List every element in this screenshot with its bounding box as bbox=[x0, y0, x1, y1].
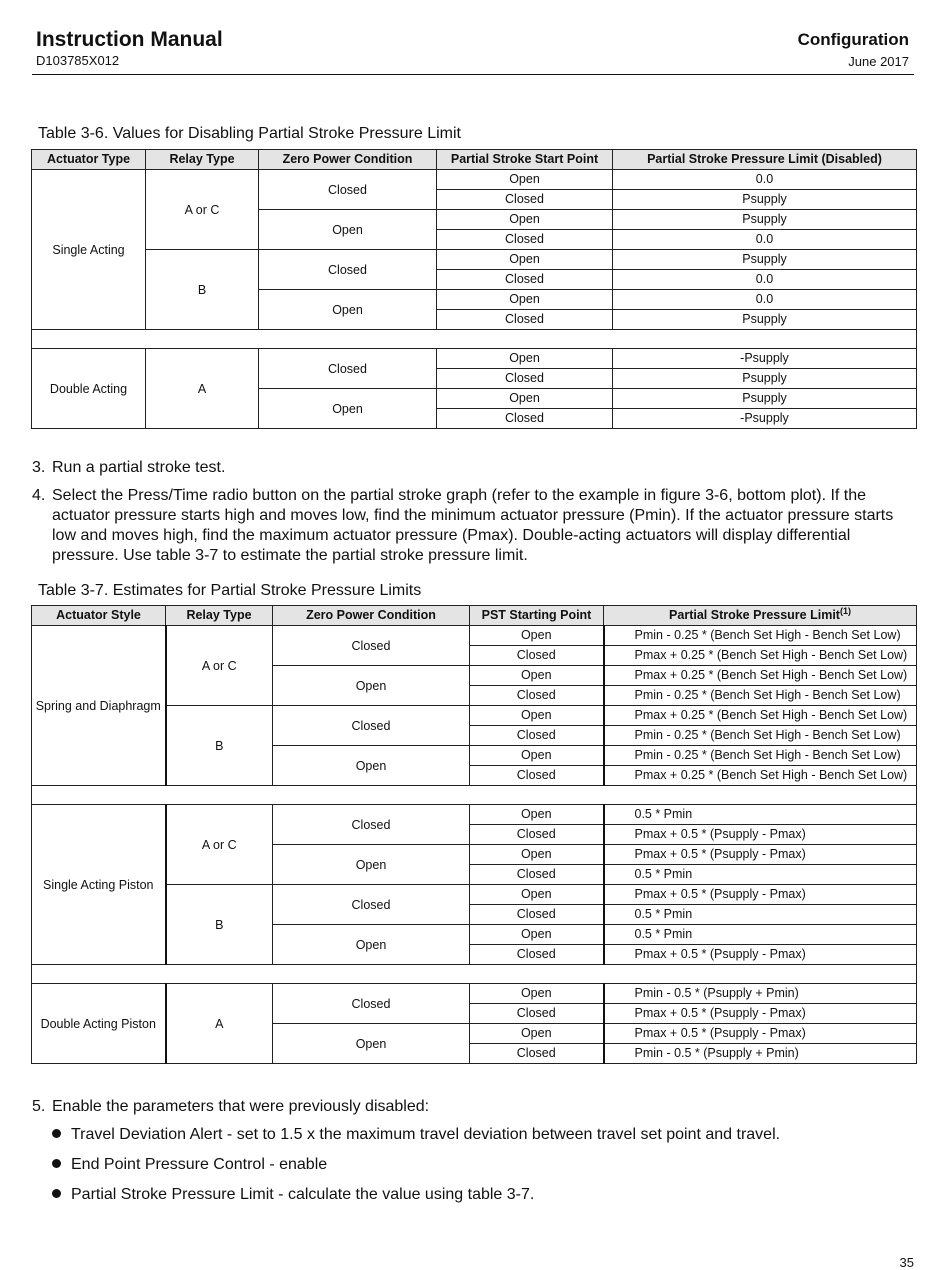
table-row bbox=[32, 805, 917, 825]
pressure-limit-cell: Psupply bbox=[613, 369, 917, 389]
pressure-limit-cell: Psupply bbox=[613, 310, 917, 330]
column-header: Partial Stroke Pressure Limit (Disabled) bbox=[613, 150, 917, 170]
relay-type-cell: A or C bbox=[146, 170, 259, 250]
relay-type-cell: A bbox=[166, 984, 273, 1064]
step-3 bbox=[32, 458, 912, 478]
spacer-cell bbox=[32, 786, 917, 805]
column-header-text: Partial Stroke Pressure Limit bbox=[669, 608, 840, 622]
start-point-cell: Open bbox=[437, 210, 613, 230]
pressure-limit-cell: 0.0 bbox=[613, 270, 917, 290]
zero-power-cell: Open bbox=[273, 1024, 470, 1064]
relay-type-cell: A bbox=[146, 349, 259, 429]
start-point-cell: Open bbox=[470, 885, 604, 905]
start-point-cell: Closed bbox=[437, 369, 613, 389]
pressure-limit-cell: Pmin - 0.25 * (Bench Set High - Bench Set Low) bbox=[604, 626, 917, 646]
pressure-limit-cell: 0.5 * Pmin bbox=[604, 805, 917, 825]
table-header-row bbox=[32, 606, 917, 626]
column-header bbox=[604, 606, 917, 626]
pressure-limit-cell: Pmax + 0.5 * (Psupply - Pmax) bbox=[604, 1004, 917, 1024]
start-point-cell: Closed bbox=[470, 1004, 604, 1024]
pressure-limit-cell: 0.5 * Pmin bbox=[604, 925, 917, 945]
bullet-item bbox=[52, 1155, 327, 1175]
start-point-cell: Closed bbox=[470, 825, 604, 845]
start-point-cell: Closed bbox=[470, 945, 604, 965]
start-point-cell: Open bbox=[470, 706, 604, 726]
start-point-cell: Closed bbox=[437, 270, 613, 290]
start-point-cell: Open bbox=[470, 984, 604, 1004]
bullet-text: Partial Stroke Pressure Limit - calculate the value using table 3-7. bbox=[71, 1186, 535, 1203]
start-point-cell: Open bbox=[470, 805, 604, 825]
zero-power-cell: Open bbox=[259, 290, 437, 330]
table-spacer-row bbox=[32, 330, 917, 349]
start-point-cell: Open bbox=[470, 746, 604, 766]
column-header: Zero Power Condition bbox=[273, 606, 470, 626]
actuator-style-cell: Spring and Diaphragm bbox=[32, 626, 166, 786]
start-point-cell: Open bbox=[437, 170, 613, 190]
pressure-limit-cell: Psupply bbox=[613, 250, 917, 270]
table-3-7 bbox=[31, 605, 917, 1064]
start-point-cell: Closed bbox=[437, 409, 613, 429]
pressure-limit-cell: Psupply bbox=[613, 190, 917, 210]
column-header: Actuator Style bbox=[32, 606, 166, 626]
zero-power-cell: Open bbox=[259, 210, 437, 250]
start-point-cell: Closed bbox=[470, 865, 604, 885]
pressure-limit-cell: Psupply bbox=[613, 389, 917, 409]
bullet-text: Travel Deviation Alert - set to 1.5 x the maximum travel deviation between travel set point and travel. bbox=[71, 1126, 781, 1143]
column-header: Relay Type bbox=[166, 606, 273, 626]
start-point-cell: Open bbox=[437, 349, 613, 369]
pressure-limit-cell: Pmin - 0.5 * (Psupply + Pmin) bbox=[604, 984, 917, 1004]
bullet-icon bbox=[52, 1189, 61, 1198]
zero-power-cell: Closed bbox=[259, 349, 437, 389]
zero-power-cell: Closed bbox=[273, 885, 470, 925]
pressure-limit-cell: Pmax + 0.5 * (Psupply - Pmax) bbox=[604, 845, 917, 865]
step-5 bbox=[32, 1097, 912, 1117]
zero-power-cell: Open bbox=[273, 666, 470, 706]
pressure-limit-cell: Pmax + 0.25 * (Bench Set High - Bench Set Low) bbox=[604, 666, 917, 686]
table-row bbox=[32, 250, 917, 270]
zero-power-cell: Closed bbox=[273, 626, 470, 666]
step-4 bbox=[32, 486, 912, 566]
pressure-limit-cell: Pmax + 0.25 * (Bench Set High - Bench Set Low) bbox=[604, 766, 917, 786]
pressure-limit-cell: -Psupply bbox=[613, 349, 917, 369]
relay-type-cell: A or C bbox=[166, 626, 273, 706]
start-point-cell: Open bbox=[437, 389, 613, 409]
actuator-style-cell: Single Acting Piston bbox=[32, 805, 166, 965]
pressure-limit-cell: Pmin - 0.25 * (Bench Set High - Bench Set Low) bbox=[604, 726, 917, 746]
start-point-cell: Closed bbox=[470, 726, 604, 746]
start-point-cell: Open bbox=[470, 626, 604, 646]
start-point-cell: Closed bbox=[437, 190, 613, 210]
pressure-limit-cell: Pmax + 0.5 * (Psupply - Pmax) bbox=[604, 1024, 917, 1044]
pressure-limit-cell: -Psupply bbox=[613, 409, 917, 429]
pressure-limit-cell: Pmax + 0.5 * (Psupply - Pmax) bbox=[604, 885, 917, 905]
start-point-cell: Open bbox=[437, 250, 613, 270]
table-header-row bbox=[32, 150, 917, 170]
pressure-limit-cell: Pmin - 0.25 * (Bench Set High - Bench Set Low) bbox=[604, 746, 917, 766]
start-point-cell: Open bbox=[470, 666, 604, 686]
start-point-cell: Open bbox=[470, 1024, 604, 1044]
zero-power-cell: Open bbox=[273, 746, 470, 786]
pressure-limit-cell: Pmax + 0.5 * (Psupply - Pmax) bbox=[604, 825, 917, 845]
publication-date: June 2017 bbox=[848, 54, 909, 69]
start-point-cell: Open bbox=[470, 845, 604, 865]
table-row bbox=[32, 626, 917, 646]
column-header: Zero Power Condition bbox=[259, 150, 437, 170]
table-3-6 bbox=[31, 149, 917, 429]
bullet-item bbox=[52, 1185, 534, 1205]
pressure-limit-cell: Pmax + 0.25 * (Bench Set High - Bench Set Low) bbox=[604, 706, 917, 726]
pressure-limit-cell: Psupply bbox=[613, 210, 917, 230]
zero-power-cell: Closed bbox=[259, 170, 437, 210]
bullet-icon bbox=[52, 1129, 61, 1138]
actuator-type-cell: Double Acting bbox=[32, 349, 146, 429]
table-row bbox=[32, 984, 917, 1004]
table-spacer-row bbox=[32, 965, 917, 984]
pressure-limit-cell: 0.5 * Pmin bbox=[604, 865, 917, 885]
pressure-limit-cell: Pmin - 0.25 * (Bench Set High - Bench Set Low) bbox=[604, 686, 917, 706]
zero-power-cell: Open bbox=[259, 389, 437, 429]
start-point-cell: Closed bbox=[470, 905, 604, 925]
zero-power-cell: Open bbox=[273, 925, 470, 965]
table-spacer-row bbox=[32, 786, 917, 805]
zero-power-cell: Closed bbox=[273, 984, 470, 1024]
step-text: Enable the parameters that were previously disabled: bbox=[52, 1098, 430, 1115]
start-point-cell: Closed bbox=[470, 646, 604, 666]
relay-type-cell: B bbox=[166, 885, 273, 965]
relay-type-cell: A or C bbox=[166, 805, 273, 885]
bullet-text: End Point Pressure Control - enable bbox=[71, 1156, 328, 1173]
header-rule bbox=[32, 74, 914, 75]
pressure-limit-cell: Pmax + 0.25 * (Bench Set High - Bench Set Low) bbox=[604, 646, 917, 666]
spacer-cell bbox=[32, 965, 917, 984]
column-header: Actuator Type bbox=[32, 150, 146, 170]
column-header: Relay Type bbox=[146, 150, 259, 170]
start-point-cell: Closed bbox=[437, 230, 613, 250]
zero-power-cell: Closed bbox=[273, 805, 470, 845]
relay-type-cell: B bbox=[146, 250, 259, 330]
manual-title: Instruction Manual bbox=[36, 28, 223, 51]
step-text: Select the Press/Time radio button on the partial stroke graph (refer to the example in figure 3-6, bottom plot). If the actuator pressure starts high and moves low, find the minimum actuator pressure (Pmin). If the actuator pressure starts low and moves high, find the maximum actuator pressure (Pmax). Double-acting actuators will display differential pressure. Use table 3-7 to estimate the partial stroke pressure limit. bbox=[52, 487, 894, 564]
start-point-cell: Closed bbox=[437, 310, 613, 330]
zero-power-cell: Closed bbox=[273, 706, 470, 746]
step-number: 4. bbox=[32, 487, 46, 504]
bullet-icon bbox=[52, 1159, 61, 1168]
spacer-cell bbox=[32, 330, 917, 349]
zero-power-cell: Open bbox=[273, 845, 470, 885]
page-number: 35 bbox=[899, 1255, 914, 1270]
pressure-limit-cell: Pmin - 0.5 * (Psupply + Pmin) bbox=[604, 1044, 917, 1064]
pressure-limit-cell: 0.0 bbox=[613, 230, 917, 250]
step-number: 5. bbox=[32, 1098, 46, 1115]
table-3-6-caption: Table 3-6. Values for Disabling Partial Stroke Pressure Limit bbox=[38, 125, 461, 142]
column-header: PST Starting Point bbox=[470, 606, 604, 626]
start-point-cell: Open bbox=[470, 925, 604, 945]
start-point-cell: Closed bbox=[470, 1044, 604, 1064]
table-row bbox=[32, 349, 917, 369]
column-header: Partial Stroke Start Point bbox=[437, 150, 613, 170]
document-number: D103785X012 bbox=[36, 53, 120, 68]
step-number: 3. bbox=[32, 459, 46, 476]
pressure-limit-cell: 0.0 bbox=[613, 170, 917, 190]
pressure-limit-cell: 0.0 bbox=[613, 290, 917, 310]
start-point-cell: Closed bbox=[470, 766, 604, 786]
start-point-cell: Open bbox=[437, 290, 613, 310]
pressure-limit-cell: Pmax + 0.5 * (Psupply - Pmax) bbox=[604, 945, 917, 965]
section-title: Configuration bbox=[797, 30, 909, 49]
start-point-cell: Closed bbox=[470, 686, 604, 706]
actuator-style-cell: Double Acting Piston bbox=[32, 984, 166, 1064]
pressure-limit-cell: 0.5 * Pmin bbox=[604, 905, 917, 925]
step-text: Run a partial stroke test. bbox=[52, 459, 226, 476]
relay-type-cell: B bbox=[166, 706, 273, 786]
zero-power-cell: Closed bbox=[259, 250, 437, 290]
bullet-item bbox=[52, 1125, 780, 1145]
table-row bbox=[32, 170, 917, 190]
table-3-7-caption: Table 3-7. Estimates for Partial Stroke Pressure Limits bbox=[38, 582, 422, 599]
actuator-type-cell: Single Acting bbox=[32, 170, 146, 330]
footnote-marker: (1) bbox=[839, 605, 851, 616]
